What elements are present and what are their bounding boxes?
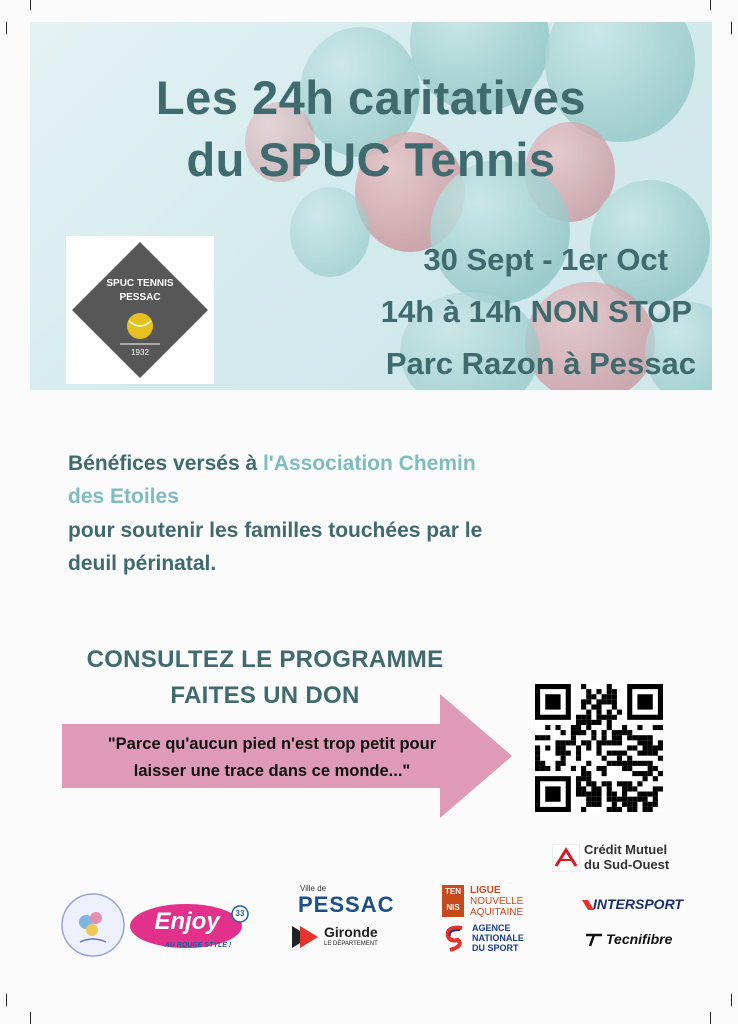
cta-programme: CONSULTEZ LE PROGRAMME <box>86 646 444 673</box>
ans-line-1: AGENCE <box>472 923 511 933</box>
association-name-part2: des Etoiles <box>68 485 179 508</box>
event-dates: 30 Sept - 1er Oct <box>423 242 668 277</box>
spuc-tennis-logo <box>66 236 214 384</box>
logo-line-1: SPUC TENNIS <box>106 278 174 289</box>
enjoy-number: 33 <box>235 909 245 918</box>
gironde-subtext: LE DÉPARTEMENT <box>324 941 378 947</box>
cta-donate: FAITES UN DON <box>170 682 360 709</box>
quote-text <box>62 731 482 785</box>
crop-mark <box>731 22 732 34</box>
ans-line-3: DU SPORT <box>472 943 519 953</box>
crop-mark <box>30 1012 31 1024</box>
benefits-prefix: Bénéfices versés à <box>68 452 263 475</box>
event-place: Parc Razon à Pessac <box>385 346 696 381</box>
enjoy-text: Enjoy <box>154 908 220 935</box>
ligue-line-1: LIGUE <box>470 885 501 896</box>
ligue-nouvelle-aquitaine-logo <box>442 885 552 921</box>
logo-line-2: PESSAC <box>119 292 161 303</box>
pessac-text: PESSAC <box>298 892 395 917</box>
title-line-1: Les 24h caritatives <box>155 71 587 124</box>
title-line-2: du SPUC Tennis <box>186 133 556 186</box>
tecnifibre-icon <box>584 932 604 948</box>
gironde-text: Gironde <box>324 924 378 940</box>
logo-year: 1932 <box>131 348 149 357</box>
ville-de-text: Ville de <box>300 884 327 893</box>
crop-mark <box>710 1012 711 1024</box>
credit-mutuel-line-2: du Sud-Ouest <box>584 857 670 872</box>
quote-line-2: laisser une trace dans ce monde..." <box>133 762 411 780</box>
ans-icon <box>442 922 468 954</box>
intersport-logo <box>582 896 692 916</box>
crop-mark <box>6 22 7 34</box>
ville-de-pessac-logo <box>296 884 406 924</box>
qr-finder-pattern <box>545 786 560 801</box>
chemin-des-etoiles-logo <box>60 892 126 958</box>
ligue-line-3: AQUITAINE <box>470 907 524 918</box>
chemin-des-etoiles-emblem <box>60 892 126 958</box>
tennis-badge <box>442 885 464 917</box>
gironde-icon <box>290 922 320 952</box>
event-hours: 14h à 14h NON STOP <box>380 294 692 329</box>
gironde-logo <box>290 920 400 954</box>
quote-line-1: "Parce qu'aucun pied n'est trop petit pour <box>107 735 437 753</box>
enjoy-radio-logo <box>128 900 253 954</box>
crop-mark <box>6 994 7 1006</box>
qr-finder-pattern <box>545 694 560 709</box>
benefits-line-3: pour soutenir les familles touchées par le <box>68 519 483 542</box>
benefits-line-4: deuil périnatal. <box>68 552 217 575</box>
qr-finder-pattern <box>637 694 652 709</box>
enjoy-tagline: AU ROUGE STYLE ! <box>164 942 232 949</box>
crop-mark <box>30 0 31 10</box>
crop-mark <box>710 0 711 10</box>
credit-mutuel-icon <box>552 844 580 872</box>
logo-diamond <box>66 236 214 384</box>
credit-mutuel-logo <box>552 842 702 874</box>
ans-line-2: NATIONALE <box>472 933 524 943</box>
intersport-text: INTERSPORT <box>593 896 683 912</box>
association-name-part1: l'Association Chemin <box>262 452 476 475</box>
credit-mutuel-line-1: Crédit Mutuel <box>584 842 668 857</box>
tennis-badge-ten: TEN <box>445 887 461 896</box>
tecnifibre-text: Tecnifibre <box>606 931 673 947</box>
benefits-line-1 <box>68 447 476 480</box>
ligue-line-2: NOUVELLE <box>470 896 524 907</box>
crop-mark <box>731 994 732 1006</box>
tecnifibre-logo <box>584 930 694 950</box>
qr-code[interactable] <box>535 684 663 812</box>
tennis-badge-nis: NIS <box>446 903 460 912</box>
agence-nationale-du-sport-logo <box>442 922 552 958</box>
